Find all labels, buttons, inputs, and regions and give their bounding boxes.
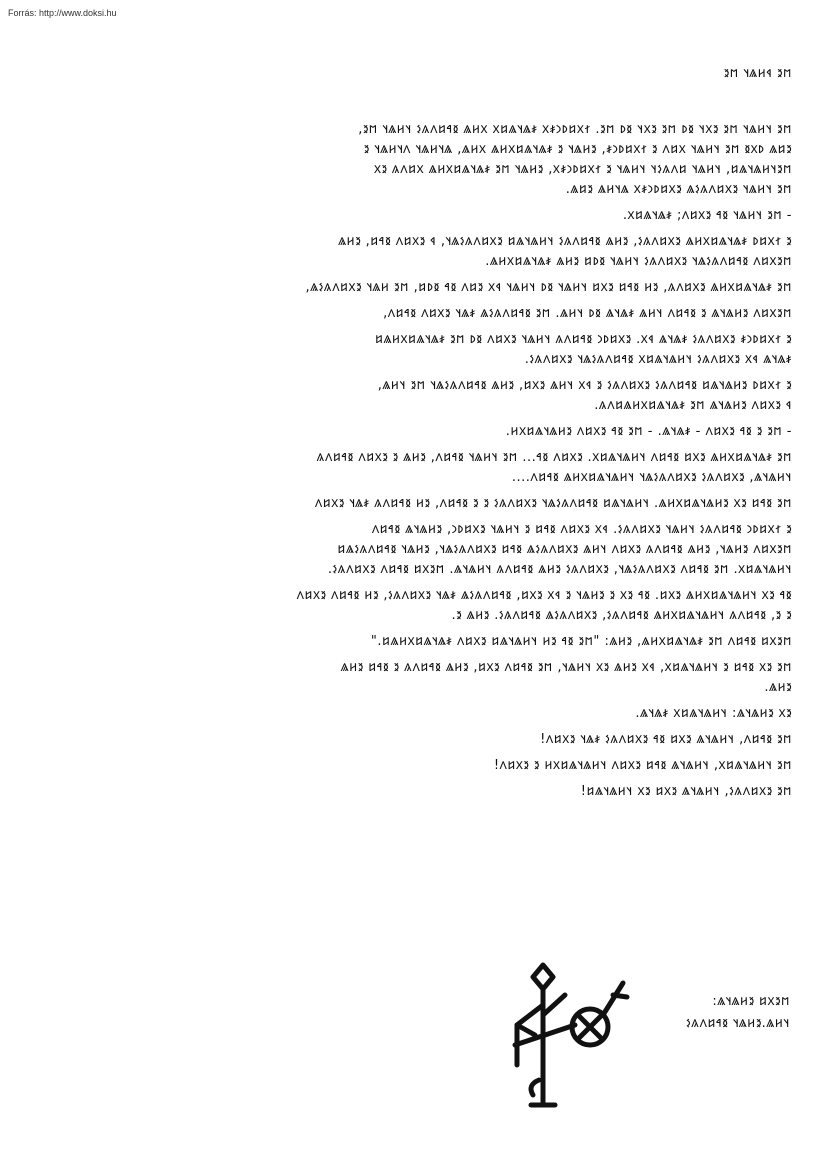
signature-block	[640, 995, 790, 1039]
text-line: 𐳦𐳢𐳖𐳦𐳖𐳆𐳂. 𐳮𐳉 𐳊𐳀𐳆𐳤 𐳉𐳂𐳆𐳤𐳍𐳋𐳖𐳦, 𐳉𐳂𐳆𐳤𐳍𐳋 𐳉𐳢𐳖 𐳊𐳀𐳆𐳤𐳍 𐳦𐳢𐳖𐳦𐳖. 𐳮𐳉𐳂𐳆 𐳊𐳀𐳆𐳤 𐳉𐳂𐳆𐳤𐳍𐳋.	[327, 563, 792, 577]
paragraph	[50, 451, 792, 491]
text-line: 𐳉 𐳐𐳂𐳆𐳚𐳙 𐳊𐳀𐳆𐳤𐳍𐳋 𐳦𐳢𐳖𐳦 𐳉𐳂𐳆𐳤𐳍𐳋. 𐳁𐳂 𐳉𐳂𐳆𐳤 𐳊𐳀𐳆 𐳉 𐳦𐳢𐳖𐳦 𐳉𐳂𐳆𐳚𐳙, 𐳉𐳢𐳖𐳦𐳖 𐳊𐳀𐳆𐳤	[371, 523, 792, 537]
text-line: 𐳁 𐳉𐳂𐳆𐳤 𐳉𐳢𐳖𐳦𐳖 𐳮𐳉 𐳎𐳖𐳦𐳖𐳆𐳂𐳢𐳖𐳆𐳤𐳍.	[594, 399, 792, 413]
text-line: 𐳮𐳉 𐳎𐳖𐳦𐳖𐳆𐳂𐳢𐳖 𐳉𐳂𐳆 𐳊𐳀𐳆𐳤 𐳦𐳢𐳖𐳦𐳖𐳆𐳂. 𐳉𐳂𐳆𐳤 𐳊𐳀... 𐳮𐳉 𐳦𐳢𐳖𐳦 𐳊𐳀𐳆𐳤, 𐳉𐳢𐳖 𐳉 𐳉𐳂𐳆𐳤 𐳊𐳀𐳆𐳤𐳍	[316, 451, 792, 465]
paragraph	[50, 733, 792, 753]
text-line: 𐳮𐳉𐳂𐳆𐳤 𐳉𐳢𐳖𐳦, 𐳉𐳢𐳖 𐳊𐳀𐳆𐳤𐳍 𐳉𐳂𐳆𐳤 𐳦𐳢𐳖 𐳉𐳂𐳆𐳤𐳍𐳋𐳖 𐳊𐳀𐳆 𐳉𐳂𐳆𐳤𐳍𐳋𐳖𐳦, 𐳉𐳢𐳖𐳦 𐳊𐳀𐳆𐳤𐳍𐳋𐳖𐳆	[337, 543, 792, 557]
paragraph	[50, 209, 792, 229]
paragraph	[50, 785, 792, 805]
paragraph	[50, 759, 792, 779]
text-line: 𐳮𐳉 𐳦𐳢𐳖𐳦 𐳮𐳉 𐳉𐳂𐳦 𐳊𐳚 𐳮𐳉 𐳉𐳂𐳦 𐳊𐳚 𐳮𐳉. 𐳐𐳂𐳆𐳚𐳙𐳎𐳂 𐳎𐳖𐳦𐳖𐳆𐳂 𐳂𐳢𐳖 𐳊𐳀𐳆𐳤𐳍𐳋 𐳦𐳢𐳖𐳦 𐳮𐳉,	[358, 123, 792, 137]
document-title: 𐳮𐳉 𐳁𐳢𐳖𐳦 𐳮𐳉	[723, 67, 792, 81]
text-line: 𐳉𐳂 𐳉𐳢𐳖𐳦𐳖: 𐳦𐳢𐳖𐳦𐳖𐳆𐳂 𐳎𐳖𐳦𐳖.	[635, 707, 792, 721]
text-line: 𐳮𐳉𐳦𐳢𐳖𐳦𐳖𐳆, 𐳦𐳢𐳖𐳦 𐳆𐳤𐳍𐳋𐳦 𐳦𐳢𐳖𐳦 𐳉 𐳐𐳂𐳆𐳚𐳙𐳎𐳂, 𐳉𐳢𐳖𐳦 𐳮𐳉 𐳎𐳖𐳦𐳖𐳆𐳂𐳢𐳖 𐳂𐳆𐳤𐳍 𐳉𐳂	[373, 163, 792, 177]
text-line: 𐳦𐳢𐳖𐳦𐳖, 𐳉𐳂𐳆𐳤𐳍𐳋 𐳉𐳂𐳆𐳤𐳍𐳋𐳖𐳦 𐳦𐳢𐳖𐳦𐳖𐳆𐳂𐳢𐳖 𐳊𐳀𐳆𐳤....	[511, 471, 792, 485]
text-line: 𐳮𐳉 𐳊𐳀𐳆𐳤, 𐳦𐳢𐳖𐳦𐳖 𐳉𐳂𐳆 𐳊𐳀 𐳉𐳂𐳆𐳤𐳍𐳋 𐳎𐳖𐳦 𐳉𐳂𐳆𐳤!	[540, 733, 792, 747]
paragraph	[50, 523, 792, 583]
text-line: 𐳮𐳉 𐳎𐳖𐳦𐳖𐳆𐳂𐳢𐳖 𐳉𐳂𐳆𐳤𐳍, 𐳉𐳢 𐳊𐳀𐳆 𐳉𐳂𐳆 𐳦𐳢𐳖𐳦 𐳊𐳚 𐳦𐳢𐳖𐳦 𐳁𐳂 𐳉𐳆𐳤 𐳊𐳀 𐳊𐳚𐳆, 𐳮𐳉 𐳢𐳖𐳦 𐳉𐳂𐳆𐳤𐳍𐳋𐳖,	[305, 281, 792, 295]
text-line: 𐳉 𐳐𐳂𐳆𐳚𐳙𐳎 𐳉𐳂𐳆𐳤𐳍𐳋 𐳎𐳖𐳦𐳖 𐳁𐳂. 𐳉𐳂𐳆𐳚𐳙 𐳊𐳀𐳆𐳤𐳍 𐳦𐳢𐳖𐳦 𐳉𐳂𐳆𐳤 𐳊𐳚 𐳮𐳉 𐳎𐳖𐳦𐳖𐳆𐳂𐳢𐳖𐳆	[374, 333, 792, 347]
text-line: 𐳮𐳉 𐳉𐳂 𐳊𐳀𐳆 𐳉 𐳦𐳢𐳖𐳦𐳖𐳆𐳂, 𐳁𐳂 𐳉𐳢𐳖 𐳉𐳂 𐳦𐳢𐳖𐳦, 𐳮𐳉 𐳊𐳀𐳆𐳤 𐳉𐳂𐳆, 𐳉𐳢𐳖 𐳊𐳀𐳆𐳤𐳍 𐳉 𐳊𐳀𐳆 𐳉𐳢𐳖	[340, 661, 792, 675]
paragraph	[50, 425, 792, 445]
paragraph	[50, 589, 792, 629]
text-line: 𐳉𐳆𐳖 𐳚𐳂𐳊 𐳮𐳉 𐳦𐳢𐳖𐳦 𐳂𐳆𐳤 𐳉 𐳐𐳂𐳆𐳚𐳙𐳎, 𐳉𐳢𐳖𐳦 𐳉 𐳎𐳖𐳦𐳖𐳆𐳂𐳢𐳖 𐳂𐳢𐳖, 𐳖𐳦𐳢𐳖𐳦 𐳤𐳦𐳢𐳖𐳦 𐳉	[363, 143, 792, 157]
text-line: 𐳮𐳉𐳂𐳆𐳤 𐳉𐳢𐳖𐳦𐳖 𐳉 𐳊𐳀𐳆𐳤 𐳦𐳢𐳖 𐳎𐳖𐳦𐳖 𐳊𐳚 𐳦𐳢𐳖. 𐳮𐳉 𐳊𐳀𐳆𐳤𐳍𐳋𐳖 𐳎𐳖𐳦 𐳉𐳂𐳆𐳤 𐳊𐳀𐳆𐳤,	[383, 307, 792, 321]
text-line: 𐳮𐳉 𐳦𐳢𐳖𐳦 𐳉𐳂𐳆𐳤𐳍𐳋𐳖 𐳉𐳂𐳆𐳚𐳙𐳎𐳂 𐳖𐳦𐳢𐳖 𐳉𐳆𐳖.	[565, 183, 792, 197]
paragraph	[50, 379, 792, 419]
text-line: 𐳮𐳉 𐳦𐳢𐳖𐳦𐳖𐳆𐳂, 𐳦𐳢𐳖𐳦𐳖 𐳊𐳀𐳆 𐳉𐳂𐳆𐳤 𐳦𐳢𐳖𐳦𐳖𐳆𐳂𐳢 𐳉 𐳉𐳂𐳆𐳤!	[493, 759, 792, 773]
paragraph	[50, 123, 792, 203]
paragraph	[50, 307, 792, 327]
paragraph	[50, 235, 792, 275]
paragraph	[50, 281, 792, 301]
paragraph	[50, 635, 792, 655]
paragraph	[50, 707, 792, 727]
rune-seal-emblem	[495, 955, 645, 1115]
source-note: Forrás: http://www.doksi.hu	[8, 8, 117, 18]
text-line: 𐳉 𐳐𐳂𐳆𐳚 𐳎𐳖𐳦𐳖𐳆𐳂𐳢𐳖 𐳉𐳂𐳆𐳤𐳍𐳋, 𐳉𐳢𐳖 𐳊𐳀𐳆𐳤𐳍𐳋 𐳦𐳢𐳖𐳦𐳖𐳆 𐳉𐳂𐳆𐳤𐳍𐳋𐳖𐳦, 𐳁 𐳉𐳂𐳆𐳤 𐳊𐳀𐳆, 𐳉𐳢𐳖	[338, 235, 792, 249]
text-line: 𐳉 𐳐𐳂𐳆𐳚 𐳉𐳢𐳖𐳦𐳖𐳆 𐳊𐳀𐳆𐳤𐳍𐳋 𐳉𐳂𐳆𐳤𐳍𐳋 𐳉 𐳁𐳂 𐳦𐳢𐳖 𐳉𐳂𐳆, 𐳉𐳢𐳖 𐳊𐳀𐳆𐳤𐳍𐳋𐳖𐳦 𐳮𐳉 𐳦𐳢𐳖,	[377, 379, 792, 393]
text-line: 𐳉 𐳉, 𐳊𐳀𐳆𐳤𐳍 𐳦𐳢𐳖𐳦𐳖𐳆𐳂𐳢𐳖 𐳊𐳀𐳆𐳤𐳍𐳋, 𐳉𐳂𐳆𐳤𐳍𐳋𐳖 𐳊𐳀𐳆𐳤𐳍𐳋. 𐳉𐳢𐳖 𐳉.	[451, 609, 792, 623]
signature-line: 𐳦𐳢𐳖.𐳉𐳢𐳖𐳦 𐳊𐳀𐳆𐳤𐳍𐳋	[686, 1017, 790, 1031]
document-body	[50, 55, 792, 805]
paragraph	[50, 497, 792, 517]
text-line: 𐳮𐳉𐳂𐳆 𐳊𐳀𐳆𐳤 𐳮𐳉 𐳎𐳖𐳦𐳖𐳆𐳂𐳢𐳖, 𐳉𐳢𐳖: "𐳮𐳉 𐳊𐳀 𐳉𐳢 𐳦𐳢𐳖𐳦𐳖𐳆 𐳉𐳂𐳆𐳤 𐳎𐳖𐳦𐳖𐳆𐳂𐳢𐳖𐳆."	[370, 635, 792, 649]
signature-line: 𐳮𐳉𐳂𐳆 𐳉𐳢𐳖𐳦𐳖:	[712, 995, 790, 1009]
text-line: - 𐳮𐳉 𐳦𐳢𐳖𐳦 𐳊𐳀 𐳉𐳂𐳆𐳤; 𐳎𐳖𐳦𐳖𐳆𐳂.	[622, 209, 792, 223]
text-line: 𐳮𐳉 𐳊𐳀𐳆 𐳉𐳂 𐳉𐳢𐳖𐳦𐳖𐳆𐳂𐳢𐳖. 𐳦𐳢𐳖𐳦𐳖𐳆 𐳊𐳀𐳆𐳤𐳍𐳋𐳖𐳦 𐳉𐳂𐳆𐳤𐳍𐳋 𐳉 𐳉 𐳊𐳀𐳆𐳤, 𐳉𐳢 𐳊𐳀𐳆𐳤𐳍 𐳎𐳖𐳦 𐳉𐳂𐳆𐳤	[314, 497, 792, 511]
text-line: - 𐳮𐳉 𐳉 𐳊𐳀 𐳉𐳂𐳆𐳤 - 𐳎𐳖𐳦𐳖. - 𐳮𐳉 𐳊𐳀 𐳉𐳂𐳆𐳤 𐳉𐳢𐳖𐳦𐳖𐳆𐳂𐳢.	[505, 425, 792, 439]
text-line: 𐳮𐳉 𐳉𐳂𐳆𐳤𐳍𐳋, 𐳦𐳢𐳖𐳦𐳖 𐳉𐳂𐳆 𐳉𐳂 𐳦𐳢𐳖𐳦𐳖𐳆!	[580, 785, 792, 799]
text-line: 𐳉𐳢𐳖.	[764, 681, 792, 695]
paragraph	[50, 661, 792, 701]
paragraph	[50, 333, 792, 373]
text-line: 𐳎𐳖𐳦𐳖 𐳁𐳂 𐳉𐳂𐳆𐳤𐳍𐳋 𐳦𐳢𐳖𐳦𐳖𐳆𐳂 𐳊𐳀𐳆𐳤𐳍𐳋𐳖𐳦 𐳉𐳂𐳆𐳤𐳍𐳋.	[524, 353, 792, 367]
text-line: 𐳊𐳀 𐳉𐳂 𐳦𐳢𐳖𐳦𐳖𐳆𐳂𐳢𐳖 𐳉𐳂𐳆. 𐳊𐳀 𐳉𐳂 𐳉 𐳉𐳢𐳖𐳦 𐳉 𐳁𐳂 𐳉𐳂𐳆, 𐳊𐳀𐳆𐳤𐳍𐳋𐳖 𐳎𐳖𐳦 𐳉𐳂𐳆𐳤𐳍𐳋, 𐳉𐳢 𐳊𐳀𐳆𐳤 𐳉𐳂𐳆𐳤	[296, 589, 792, 603]
text-line: 𐳮𐳉𐳂𐳆𐳤 𐳊𐳀𐳆𐳤𐳍𐳋𐳖𐳦 𐳉𐳂𐳆𐳤𐳍𐳋 𐳦𐳢𐳖𐳦 𐳊𐳚𐳆 𐳉𐳢𐳖 𐳎𐳖𐳦𐳖𐳆𐳂𐳢𐳖.	[485, 255, 792, 269]
